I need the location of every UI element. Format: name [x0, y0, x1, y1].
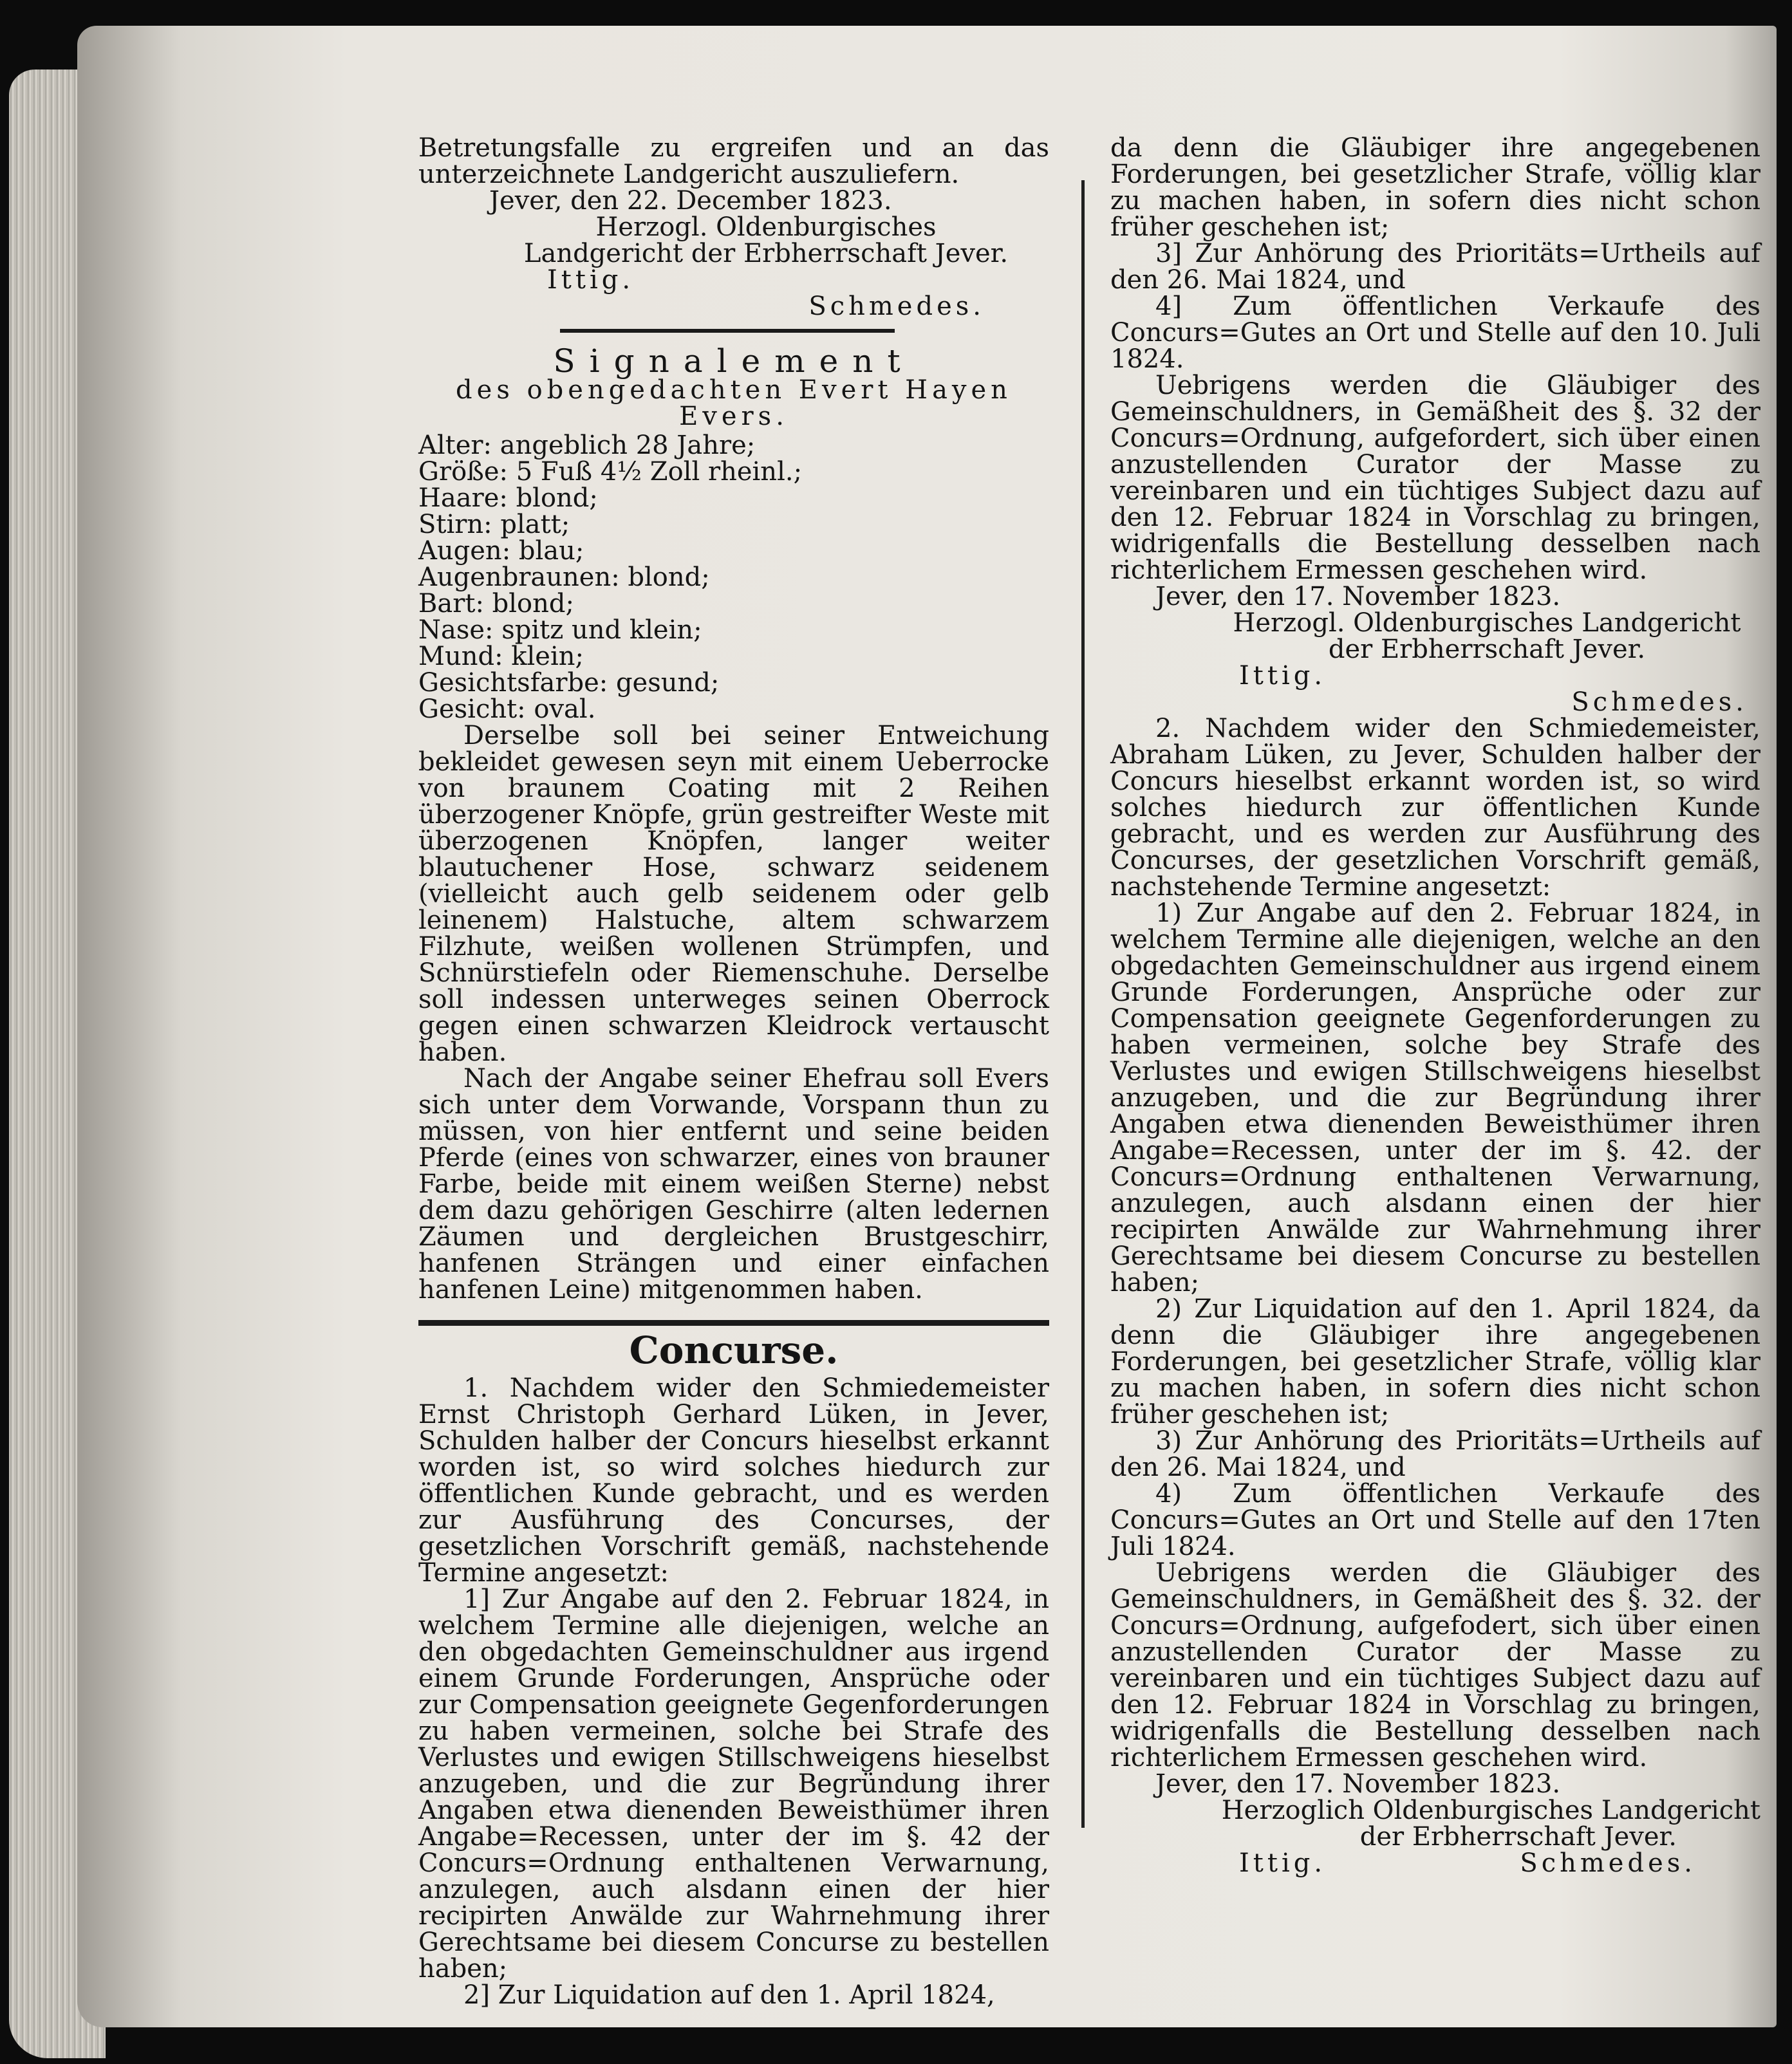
signature-block [1110, 1850, 1760, 1903]
concurs-2-court-line-1: Herzoglich Oldenburgisches Landgericht [1221, 1796, 1760, 1825]
concurs-2-dateline: Jever, den 17. November 1823. [1155, 1769, 1561, 1799]
signature-ittig: Ittig. [1239, 661, 1327, 691]
signalement-list [418, 432, 1049, 723]
signalement-item: Gesicht: oval. [418, 694, 596, 724]
concurs-2-term-3: 3) Zur Anhörung des Prioritäts=Urtheils auf den 26. Mai 1824, und [1110, 1426, 1760, 1482]
concurs-2-closing: Uebrigens werden die Gläubiger des Gemeinschuldners, in Gemäßheit des §. 32. der Concurs=Ordnung, aufgefodert, sich über einen anzustellenden Curator der Masse zu vereinbaren und ein tüchtiges Subject dazu auf den 12. Februar 1824 in Vorschlag zu bringen, widrigenfalls die Bestellung desselben nach richterlichem Ermessen geschehen wird. [1110, 1558, 1760, 1772]
court-name: Herzogl. Oldenburgisches Landgericht der Erbherrschaft Jever. [523, 212, 1009, 268]
signalement-item: Gesichtsfarbe: gesund; [418, 668, 720, 698]
court-name: Herzogl. Oldenburgisches Landgericht der Erbherrschaft Jever. [1233, 608, 1741, 664]
signalement-subtitle: des obengedachten Evert Hayen Evers. [456, 375, 1012, 431]
signalement-item: Alter: angeblich 28 Jahre; [418, 431, 756, 460]
term-4-sale: 4] Zum öffentlichen Verkaufe des Concurs=Gutes an Ort und Stelle auf den 10. Juli 1824. [1110, 292, 1760, 374]
signalement-item: Stirn: platt; [418, 510, 570, 539]
signature-ittig: Ittig. [1239, 1848, 1327, 1878]
description-clothing: Derselbe soll bei seiner Entweichung bekleidet gewesen seyn mit einem Ueberrocke von braunem Coating mit 2 Reihen überzogener Knöpfe, grün gestreifter Weste mit überzogenen Knöpfen, langer weiter blautuchener Hose, schwarz seidenem (vielleicht auch gelb seidenem oder gelb leinenem) Halstuche, altem schwarzem Filzhute, weißen wollenen Strümpfen, und Schnürstiefeln oder Riemenschuhe. Derselbe soll indessen unterweges seinen Oberrock gegen einen schwarzen Kleidrock vertauscht haben. [418, 721, 1049, 1067]
concurs-1-term-2-start: 2] Zur Liquidation auf den 1. April 1824, [463, 1980, 995, 2010]
signalement-item: Augenbraunen: blond; [418, 562, 710, 592]
signature-block [418, 267, 1049, 320]
concurs-2-term-1: 1) Zur Angabe auf den 2. Februar 1824, in welchem Termine alle diejenigen, welche an den obgedachten Gemeinschuldner aus irgend einem Grunde Forderungen, Ansprüche oder zur Compensation geeignete Gegenforderungen zu haben vermeinen, solche bey Strafe des Verlustes und ewigen Stillschweigens hieselbst anzugeben, und die zur Begründung ihrer Angaben etwa dienenden Beweisthümer ihren Angabe=Recessen, unter der im §. 42. der Concurs=Ordnung enthaltenen Verwarnung, anzulegen, auch alsdann einen der hier recipirten Anwälde zur Wahrnehmung ihrer Gerechtsame bei diesem Concurse zu bestellen haben; [1110, 898, 1760, 1297]
liquidation-continuation: da denn die Gläubiger ihre angegebenen Forderungen, bei gesetzlicher Strafe, völlig klar zu machen haben, in sofern dies nicht schon früher geschehen ist; [1110, 133, 1760, 242]
signature-schmedes: Schmedes. [808, 292, 985, 321]
section-divider [418, 1320, 1049, 1326]
signalement-item: Größe: 5 Fuß 4½ Zoll rheinl.; [418, 457, 803, 487]
left-column [418, 135, 1049, 2009]
description-horses: Nach der Angabe seiner Ehefrau soll Evers sich unter dem Vorwande, Vorspann thun zu müssen, von hier entfernt und seine beiden Pferde (eines von schwarzer, eines von brauner Farbe, beide mit einem weißen Sterne) nebst dem dazu gehörigen Geschirre (alten ledernen Zäumen und dergleichen Brustgeschirr, hanfenen Strängen und einer einfachen hanfenen Leine) mitgenommen haben. [418, 1064, 1049, 1305]
signature-schmedes: Schmedes. [1520, 1848, 1696, 1878]
signalement-item: Augen: blau; [418, 536, 584, 566]
signalement-item: Mund: klein; [418, 642, 584, 671]
concurs-1-intro: 1. Nachdem wider den Schmiedemeister Ernst Christoph Gerhard Lüken, in Jever, Schulden halber der Concurs hieselbst erkannt worden ist, so wird solches hiedurch zur öffentlichen Kunde gebracht, und es werden zur Ausführung des Concurses, der gesetzlichen Vorschrift gemäß, nachstehende Termine angesetzt: [418, 1373, 1049, 1588]
signature-ittig: Ittig. [547, 265, 635, 295]
dateline: Jever, den 22. December 1823. [489, 186, 892, 216]
dateline: Jever, den 17. November 1823. [1155, 582, 1561, 611]
signature-schmedes: Schmedes. [1571, 687, 1748, 717]
concurs-2-intro: 2. Nachdem wider den Schmiedemeister, Abraham Lüken, zu Jever, Schulden halber der Concurs hieselbst erkannt worden ist, so wird solches hiedurch zur öffentlichen Kunde gebracht, und es werden zur Ausführung des Concurses, der gesetzlichen Vorschrift gemäß, nachstehende Termine angesetzt: [1110, 714, 1760, 902]
concurs-1-term-1: 1] Zur Angabe auf den 2. Februar 1824, in welchem Termine alle diejenigen, welche an den obgedachten Gemeinschuldner aus irgend einem Grunde Forderungen, Ansprüche oder zur Compensation geeignete Gegenforderungen zu haben vermeinen, solche bei Strafe des Verlustes und ewigen Stillschweigens hieselbst anzugeben, und die zur Begründung ihrer Angaben etwa dienenden Beweisthümer ihren Angabe=Recessen, unter der im §. 42 der Concurs=Ordnung enthaltenen Verwarnung, anzulegen, auch alsdann einen der hier recipirten Anwälde zur Wahrnehmung ihrer Gerechtsame bei diesem Concurse zu bestellen haben; [418, 1585, 1049, 1984]
right-column [1110, 135, 1760, 1903]
page-content [418, 133, 1792, 2010]
section-title-concurse: Concurse. [629, 1328, 839, 1372]
signature-block [1110, 663, 1760, 716]
signalement-item: Bart: blond; [418, 589, 574, 618]
concurs-2-term-2: 2) Zur Liquidation auf den 1. April 1824, da denn die Gläubiger ihre angegebenen Forderungen, bei gesetzlicher Strafe, völlig klar zu machen haben, in sofern dies nicht schon früher geschehen ist; [1110, 1294, 1760, 1429]
short-divider [560, 329, 895, 333]
opening-paragraph: Betretungsfalle zu ergreifen und an das unterzeichnete Landgericht auszuliefern. [418, 133, 1049, 189]
signalement-item: Haare: blond; [418, 483, 598, 513]
concurs-2-term-4: 4) Zum öffentlichen Verkaufe des Concurs=Gutes an Ort und Stelle auf den 17ten Juli 1824. [1110, 1479, 1760, 1561]
closing-paragraph: Uebrigens werden die Gläubiger des Gemeinschuldners, in Gemäßheit des §. 32 der Concurs=Ordnung, aufgefordert, sich über einen anzustellenden Curator der Masse zu vereinbaren und ein tüchtiges Subject dazu auf den 12. Februar 1824 in Vorschlag zu bringen, widrigenfalls die Bestellung desselben nach richterlichem Ermessen geschehen wird. [1110, 371, 1760, 585]
signalement-item: Nase: spitz und klein; [418, 615, 702, 645]
column-divider [1081, 180, 1085, 1828]
concurs-2-court-line-2: der Erbherrschaft Jever. [1359, 1822, 1677, 1852]
signalement-title: Signalement [553, 342, 915, 380]
book-page [77, 26, 1777, 2027]
term-3-priority: 3] Zur Anhörung des Prioritäts=Urtheils auf den 26. Mai 1824, und [1110, 239, 1760, 295]
